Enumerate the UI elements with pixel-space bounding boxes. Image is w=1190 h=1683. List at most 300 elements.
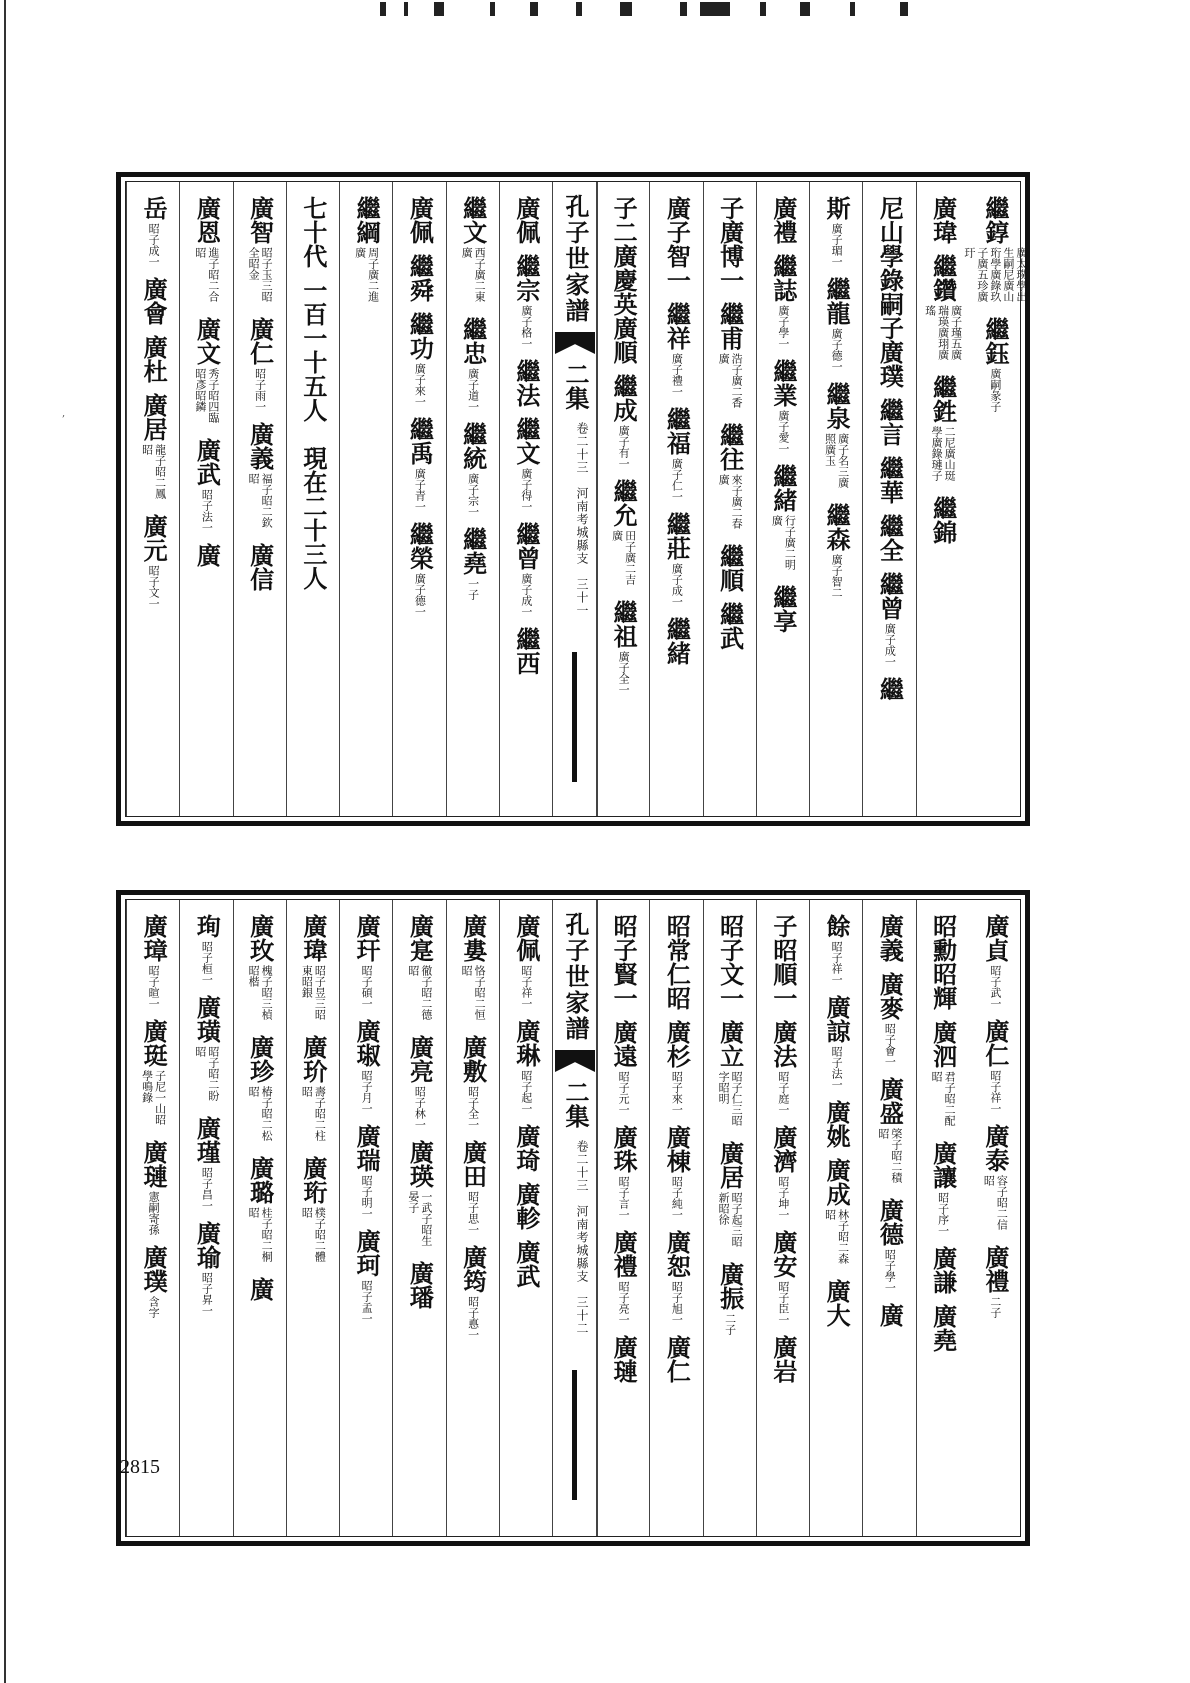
genealogy-left-column xyxy=(286,182,340,816)
descendant-note: 昭子庭一 xyxy=(776,1071,790,1115)
person-name: 廣杜 xyxy=(139,335,169,383)
person-name: 廣武 xyxy=(511,1240,541,1288)
person-name: 廣義 xyxy=(875,914,905,962)
person-name: 廣居 xyxy=(139,393,169,441)
descendant-note: 福子昭二欽昭 xyxy=(247,473,274,528)
descendant-note: 棨子昭二積昭 xyxy=(876,1128,903,1183)
person-name: 廣田 xyxy=(458,1140,488,1188)
descendant-note: 昭子碩一 xyxy=(360,965,374,1009)
person-name: 廣瑋 xyxy=(298,914,328,962)
descendant-note: 恪子昭二恒昭 xyxy=(460,965,487,1020)
lineage-entry xyxy=(610,600,637,695)
descendant-note: 行子廣二明廣 xyxy=(770,515,797,570)
descendant-note: 昭子旭一 xyxy=(670,1281,684,1325)
book-header-column xyxy=(552,182,598,816)
person-name: 繼文 xyxy=(458,196,488,244)
lineage-entry xyxy=(353,196,380,307)
genealogy-right-column xyxy=(649,900,703,1536)
lineage-entry xyxy=(140,514,167,609)
lineage-entry xyxy=(717,914,744,1010)
person-name: 廣文 xyxy=(192,317,222,365)
lineage-entry xyxy=(140,1245,167,1318)
lineage-entry xyxy=(930,1141,957,1236)
lineage-entry xyxy=(247,1035,274,1146)
lineage-entry xyxy=(982,1019,1009,1114)
person-name: 廣亮 xyxy=(405,1035,435,1083)
lineage-entry xyxy=(770,254,797,349)
lineage-entry xyxy=(353,914,380,1009)
lineage-entry xyxy=(406,1140,433,1251)
lineage-entry xyxy=(300,1156,327,1267)
person-name: 繼祥 xyxy=(662,302,692,350)
person-name: 繼 xyxy=(875,677,905,701)
person-name: 繼允 xyxy=(609,479,639,527)
lineage-entry xyxy=(663,1020,690,1115)
lineage-entry xyxy=(140,335,167,383)
descendant-note: 昭子起三昭新昭徐 xyxy=(717,1192,744,1247)
lineage-entry xyxy=(823,995,850,1090)
descendant-note: 槐子昭三楨昭楷 xyxy=(247,965,274,1020)
lineage-entry xyxy=(247,1156,274,1267)
person-name: 繼緒 xyxy=(768,464,798,512)
person-name: 廣琳 xyxy=(511,1019,541,1067)
person-name: 繼言 xyxy=(875,398,905,446)
descendant-note: 昭子元一 xyxy=(617,1071,631,1115)
lineage-entry xyxy=(717,544,744,592)
person-name: 廣璉 xyxy=(139,1140,169,1188)
lineage-entry xyxy=(823,196,850,267)
descendant-note: 廣嗣彖子 xyxy=(988,368,1002,412)
lineage-entry xyxy=(930,914,957,1010)
descendant-note: 含字 xyxy=(147,1296,161,1318)
descendant-note: 廣子名三廣照廣玉 xyxy=(823,433,850,488)
person-name: 廣禮 xyxy=(768,196,798,244)
descendant-note: 昭子學一 xyxy=(883,1249,897,1293)
person-name: 繼綱 xyxy=(352,196,382,244)
person-name: 廣泰 xyxy=(980,1124,1010,1172)
lineage-entry xyxy=(513,1240,540,1288)
descendant-note: 昭子成一 xyxy=(147,223,161,267)
lineage-entry xyxy=(140,277,167,325)
lineage-entry xyxy=(247,543,274,591)
person-name: 廣泗 xyxy=(928,1020,958,1068)
book-section-note: 卷二十三 河南考城縣支 三十一 xyxy=(575,422,589,617)
genealogy-right-column xyxy=(862,182,916,816)
lineage-entry xyxy=(663,407,690,502)
genealogy-left-column xyxy=(392,182,446,816)
person-name: 廣德 xyxy=(875,1198,905,1246)
genealogy-right-column xyxy=(756,900,810,1536)
person-name: 廣濟 xyxy=(768,1125,798,1173)
lineage-entry xyxy=(717,602,744,650)
person-name: 繼法 xyxy=(511,359,541,407)
descendant-note: 廣子道一 xyxy=(466,368,480,412)
person-name: 廣仁 xyxy=(662,1335,692,1383)
person-name: 廣玠 xyxy=(298,1035,328,1083)
genealogy-left-column xyxy=(446,900,500,1536)
descendant-note: 廣子禮一 xyxy=(670,353,684,397)
book-title: 孔子世家譜 xyxy=(561,912,590,1042)
lineage-entry xyxy=(717,1141,744,1252)
lineage-entry xyxy=(406,254,433,302)
lineage-entry xyxy=(663,1335,690,1383)
descendant-note: 昭子明一 xyxy=(360,1175,374,1219)
person-name: 繼泉 xyxy=(822,382,852,430)
lineage-entry xyxy=(513,1019,540,1114)
person-name: 廣會 xyxy=(139,277,169,325)
descendant-note: 廣子學一 xyxy=(776,305,790,349)
person-name: 廣振 xyxy=(715,1262,745,1310)
lineage-entry xyxy=(513,417,540,512)
lineage-entry xyxy=(460,1140,487,1235)
lineage-entry xyxy=(193,995,220,1106)
descendant-note: 昭子祥一 xyxy=(519,965,533,1009)
lineage-entry xyxy=(610,914,637,1010)
genealogy-left-column xyxy=(499,900,553,1536)
lineage-entry xyxy=(823,1279,850,1327)
descendant-note: 龍子昭二鳳昭 xyxy=(140,444,167,499)
lineage-entry xyxy=(823,914,850,985)
genealogy-right-column xyxy=(916,182,970,816)
lineage-entry xyxy=(353,1229,380,1324)
scan-edge-rule xyxy=(4,0,6,1683)
descendant-note: 林子昭二森昭 xyxy=(823,1209,850,1264)
person-name: 繼鈺 xyxy=(980,317,1010,365)
person-name: 繼禹 xyxy=(405,417,435,465)
genealogy-right-column xyxy=(703,182,757,816)
lineage-entry xyxy=(460,1245,487,1340)
person-name: 廣法 xyxy=(768,1020,798,1068)
person-name: 廣珩 xyxy=(298,1156,328,1204)
person-name: 廣遠 xyxy=(609,1020,639,1068)
lineage-entry xyxy=(823,382,850,493)
lineage-entry xyxy=(193,1116,220,1211)
person-name: 繼功 xyxy=(405,312,435,360)
lineage-entry xyxy=(930,375,957,486)
descendant-note: 昭子法一 xyxy=(830,1046,844,1090)
lineage-entry xyxy=(513,914,540,1009)
descendant-note: 昭子來一 xyxy=(670,1071,684,1115)
lineage-entry xyxy=(770,585,797,633)
descendant-note: 昭子月一 xyxy=(360,1070,374,1114)
descendant-note: 西子廣二東廣 xyxy=(460,247,487,302)
descendant-note: 昭子亮一 xyxy=(617,1281,631,1325)
lineage-entry xyxy=(717,196,744,292)
book-section-note: 卷二十三 河南考城縣支 三十二 xyxy=(575,1140,589,1335)
lineage-entry xyxy=(823,277,850,372)
fishtail-ornament xyxy=(555,1050,595,1072)
descendant-note: 昭子臣一 xyxy=(776,1281,790,1325)
lineage-entry xyxy=(406,1035,433,1130)
descendant-note: 昭子坤一 xyxy=(776,1176,790,1220)
lineage-entry xyxy=(193,438,220,533)
book-volume: 二集 xyxy=(561,1080,590,1128)
person-name: 繼統 xyxy=(458,422,488,470)
person-name: 繼文 xyxy=(511,417,541,465)
descendant-note: 昭子會一 xyxy=(883,1023,897,1067)
genealogy-page-bottom xyxy=(116,890,1030,1546)
lineage-entry xyxy=(140,1019,167,1130)
person-name: 廣智 xyxy=(245,196,275,244)
descendant-note: 廣子成一 xyxy=(883,623,897,667)
descendant-note: 廣子來一 xyxy=(413,363,427,407)
descendant-note: 昭子悳一 xyxy=(466,1296,480,1340)
descendant-note: 憲嗣寄孫 xyxy=(147,1191,161,1235)
genealogy-right-column xyxy=(756,182,810,816)
descendant-note: 廣子德一 xyxy=(413,573,427,617)
header-bar-rule xyxy=(572,652,577,782)
genealogy-right-column xyxy=(703,900,757,1536)
person-name: 廣珠 xyxy=(609,1125,639,1173)
descendant-note: 廣子成一 xyxy=(670,563,684,607)
person-name: 廣恩 xyxy=(192,196,222,244)
person-name: 廣諒 xyxy=(822,995,852,1043)
descendant-note: 廣子青一 xyxy=(413,468,427,512)
descendant-note: 來子廣二春廣 xyxy=(717,474,744,529)
lineage-entry xyxy=(513,522,540,617)
person-name: 廣義 xyxy=(245,422,275,470)
lineage-entry xyxy=(930,1304,957,1352)
descendant-note: 一武子昭生晏子 xyxy=(406,1191,433,1246)
descendant-note: 昭子昱三昭東昭銀 xyxy=(300,965,327,1020)
descendant-note: 昭子祥一 xyxy=(988,1070,1002,1114)
person-name: 昭子賢一 xyxy=(609,914,639,1010)
person-name: 廣珍 xyxy=(245,1035,275,1083)
person-name: 廣禮 xyxy=(980,1245,1010,1293)
person-name: 廣瑋 xyxy=(928,196,958,244)
lineage-entry xyxy=(770,1125,797,1220)
person-name: 廣璞 xyxy=(139,1245,169,1293)
lineage-entry xyxy=(663,196,690,292)
person-name: 繼莊 xyxy=(662,512,692,560)
lineage-entry xyxy=(513,359,540,407)
lineage-entry xyxy=(876,398,903,446)
genealogy-right-column xyxy=(596,182,650,816)
lineage-entry xyxy=(663,914,690,1010)
genealogy-page-top xyxy=(116,172,1030,826)
lineage-entry xyxy=(610,1020,637,1115)
book-header-column xyxy=(552,900,598,1536)
lineage-entry xyxy=(460,422,487,517)
descendant-note: 浩子廣二香廣 xyxy=(717,353,744,408)
descendant-note: 廣子得一 xyxy=(519,468,533,512)
descendant-note: 二尼廣山珽學廣錄璉子 xyxy=(930,426,957,481)
lineage-entry xyxy=(876,572,903,667)
descendant-note: 子尼一山昭學鳴錄 xyxy=(140,1070,167,1125)
person-name: 繼祖 xyxy=(609,600,639,648)
lineage-entry xyxy=(460,914,487,1025)
lineage-entry xyxy=(300,1035,327,1146)
lineage-entry xyxy=(406,417,433,512)
lineage-entry xyxy=(876,677,903,701)
genealogy-right-column xyxy=(596,900,650,1536)
descendant-note: 二子 xyxy=(988,1296,1002,1318)
person-name: 繼森 xyxy=(822,503,852,551)
descendant-note: 昭子桓一 xyxy=(200,941,214,985)
genealogy-left-column xyxy=(286,900,340,1536)
lineage-entry xyxy=(663,1125,690,1220)
lineage-entry xyxy=(982,1245,1009,1318)
genealogy-right-column xyxy=(916,900,970,1536)
lineage-entry xyxy=(300,196,327,268)
descendant-note: 昭子法一 xyxy=(200,489,214,533)
lineage-entry xyxy=(513,254,540,349)
person-name: 廣大 xyxy=(822,1279,852,1327)
descendant-note: 進子昭二合昭 xyxy=(193,247,220,302)
lineage-entry xyxy=(717,1020,744,1131)
genealogy-left-column xyxy=(392,900,446,1536)
lineage-entry xyxy=(140,196,167,267)
scan-speck: , xyxy=(62,408,66,419)
lineage-entry xyxy=(247,1277,274,1301)
lineage-entry xyxy=(876,456,903,504)
person-name: 繼往 xyxy=(715,423,745,471)
genealogy-left-column xyxy=(499,182,553,816)
person-name: 昭勳昭輝 xyxy=(928,914,958,1010)
lineage-entry xyxy=(140,393,167,504)
lineage-entry xyxy=(460,527,487,600)
lineage-entry xyxy=(460,317,487,412)
descendant-note: 樸子昭二體昭 xyxy=(300,1207,327,1262)
person-name: 斯 xyxy=(822,196,852,220)
lineage-entry xyxy=(770,1230,797,1325)
person-name: 繼業 xyxy=(768,359,798,407)
lineage-entry xyxy=(513,627,540,675)
genealogy-right-column xyxy=(962,182,1028,816)
genealogy-left-column xyxy=(126,182,180,816)
person-name: 廣玕 xyxy=(352,914,382,962)
lineage-entry xyxy=(193,914,220,985)
lineage-entry xyxy=(876,514,903,562)
descendant-note: 廣子成一 xyxy=(519,573,533,617)
person-name: 繼成 xyxy=(609,374,639,422)
descendant-note: 廣子全一 xyxy=(617,651,631,695)
lineage-entry xyxy=(876,1198,903,1293)
book-volume: 二集 xyxy=(561,362,590,410)
lineage-entry xyxy=(770,464,797,575)
lineage-entry xyxy=(610,1335,637,1383)
person-name: 繼華 xyxy=(875,456,905,504)
lineage-entry xyxy=(770,1335,797,1383)
descendant-note: 廣子仁一 xyxy=(670,458,684,502)
genealogy-left-column xyxy=(446,182,500,816)
page-number: 2815 xyxy=(120,1456,160,1478)
descendant-note: 昭子玉三昭全昭金 xyxy=(247,247,274,302)
person-name: 廣禮 xyxy=(609,1230,639,1278)
person-name: 廣成 xyxy=(822,1158,852,1206)
genealogy-left-column xyxy=(126,900,180,1536)
person-name: 廣 xyxy=(192,543,222,567)
genealogy-left-column xyxy=(339,182,393,816)
person-name: 繼西 xyxy=(511,627,541,675)
person-name: 廣武 xyxy=(192,438,222,486)
descendant-note: 昭子序一 xyxy=(936,1192,950,1236)
person-name: 廣 xyxy=(245,1277,275,1301)
descendant-note: 昭子仁三昭字昭明 xyxy=(717,1071,744,1126)
person-name: 繼鑽 xyxy=(928,254,958,302)
person-name: 子昭順一 xyxy=(768,914,798,1010)
person-name: 廣佩 xyxy=(511,196,541,244)
person-name: 繼緒 xyxy=(662,617,692,665)
person-name: 廣讓 xyxy=(928,1141,958,1189)
person-name: 繼順 xyxy=(715,544,745,592)
person-name: 廣璐 xyxy=(245,1156,275,1204)
person-name: 廣瑞 xyxy=(352,1124,382,1172)
person-name: 子二廣慶英廣順 xyxy=(609,196,639,364)
descendant-note: 廣子瑂一 xyxy=(830,223,844,267)
descendant-note: 徹子昭二德昭 xyxy=(406,965,433,1020)
descendant-note: 廣子愛一 xyxy=(776,410,790,454)
descendant-note: 昭子言一 xyxy=(617,1176,631,1220)
descendant-note: 昭子昇一 xyxy=(200,1272,214,1316)
person-name: 廣堯 xyxy=(928,1304,958,1352)
book-title: 孔子世家譜 xyxy=(561,194,590,324)
descendant-note: 廣太璞學出生嗣尼廣山珩學廣錄玖子廣五珍廣玗 xyxy=(962,247,1028,302)
lineage-entry xyxy=(876,914,903,962)
person-name: 廣琡 xyxy=(352,1019,382,1067)
lineage-entry xyxy=(140,914,167,1009)
descendant-note: 昭子昌一 xyxy=(200,1167,214,1211)
descendant-note: 田子廣二吉廣 xyxy=(610,530,637,585)
descendant-note: 昭子祥一 xyxy=(830,941,844,985)
person-name: 廣瑜 xyxy=(192,1221,222,1269)
person-name: 廣瑾 xyxy=(192,1116,222,1164)
genealogy-right-column xyxy=(649,182,703,816)
lineage-entry xyxy=(663,302,690,397)
lineage-entry xyxy=(876,1077,903,1188)
person-name: 繼享 xyxy=(768,585,798,633)
lineage-entry xyxy=(610,1125,637,1220)
cropped-header-fragment xyxy=(380,0,940,18)
descendant-note: 昭子暄一 xyxy=(147,965,161,1009)
descendant-note: 昭子起一 xyxy=(519,1070,533,1114)
lineage-entry xyxy=(930,1020,957,1131)
person-name: 繼堯 xyxy=(458,527,488,575)
genealogy-right-column xyxy=(969,900,1022,1536)
person-name: 七十代 xyxy=(298,196,328,268)
lineage-entry xyxy=(982,914,1009,1009)
person-name: 繼全 xyxy=(875,514,905,562)
descendant-note: 廣子德一 xyxy=(830,328,844,372)
lineage-entry xyxy=(610,479,637,590)
lineage-entry xyxy=(406,914,433,1025)
person-name: 廣寔 xyxy=(405,914,435,962)
descendant-note: 廣子格一 xyxy=(519,305,533,349)
lineage-entry xyxy=(770,1020,797,1115)
person-name: 廣麥 xyxy=(875,972,905,1020)
person-name: 廣立 xyxy=(715,1020,745,1068)
person-name: 廣 xyxy=(875,1303,905,1327)
lineage-entry xyxy=(406,522,433,617)
person-name: 珣 xyxy=(192,914,222,938)
lineage-entry xyxy=(193,317,220,428)
person-name: 昭子文一 xyxy=(715,914,745,1010)
lineage-entry xyxy=(247,914,274,1025)
lineage-entry xyxy=(770,196,797,244)
person-name: 廣棟 xyxy=(662,1125,692,1173)
person-name: 繼福 xyxy=(662,407,692,455)
person-name: 廣佩 xyxy=(405,196,435,244)
person-name: 繼曾 xyxy=(875,572,905,620)
descendant-note: 廣子宗一 xyxy=(466,473,480,517)
lineage-entry xyxy=(300,914,327,1025)
person-name: 廣琦 xyxy=(511,1124,541,1172)
person-name: 繼甫 xyxy=(715,302,745,350)
descendant-note: 君子昭二配昭 xyxy=(930,1071,957,1126)
lineage-entry xyxy=(717,302,744,413)
descendant-note: 周子廣二進廣 xyxy=(353,247,380,302)
descendant-note: 椿子昭二松昭 xyxy=(247,1086,274,1141)
